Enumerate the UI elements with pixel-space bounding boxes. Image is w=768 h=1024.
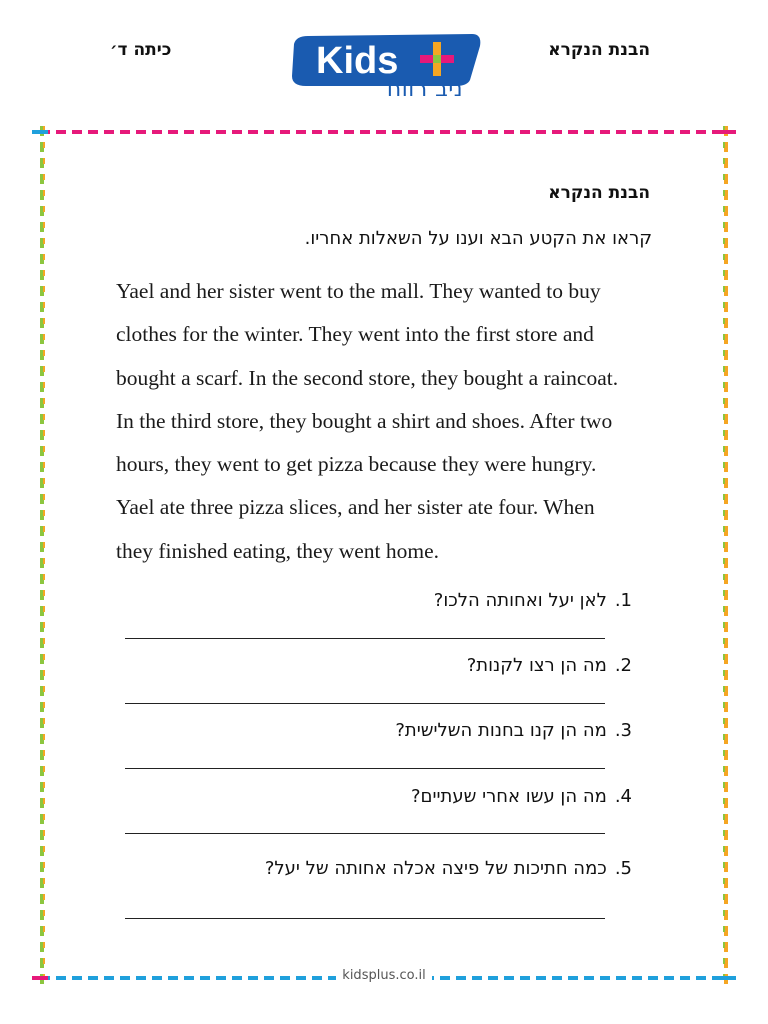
logo-text: Kids [316,40,399,82]
question-text: מה הן עשו אחרי שעתיים? [410,786,607,807]
question-number: 3. [614,720,632,741]
passage-line: they finished eating, they went home. [116,538,440,563]
instructions: קראו את הקטע הבא וענו על השאלות אחריו. [304,228,652,249]
header-right-label: הבנת הנקרא [548,40,650,60]
footer [0,968,768,983]
answer-line-1[interactable] [125,638,605,639]
answer-line-5[interactable] [125,918,605,919]
question-text: לאן יעל ואחותה הלכו? [433,590,607,611]
worksheet-title: הבנת הנקרא [548,183,650,203]
question-4 [411,786,632,807]
question-5 [265,858,632,879]
question-number: 2. [614,655,632,676]
passage-line: In the third store, they bought a shirt and shoes. After two [116,408,613,433]
question-text: מה הן קנו בחנות השלישית? [395,720,607,741]
header-left-label: כיתה ד׳ [110,40,172,60]
question-number: 1. [614,590,632,611]
passage-line: clothes for the winter. They went into the first store and [116,322,594,347]
question-1 [434,590,632,611]
passage-line: bought a scarf. In the second store, they bought a raincoat. [116,365,619,390]
question-2 [467,655,632,676]
passage-line: Yael and her sister went to the mall. They wanted to buy [116,279,601,303]
question-number: 5. [614,858,632,879]
passage-line: Yael ate three pizza slices, and her sister ate four. When [116,495,595,520]
question-text: כמה חתיכות של פיצה אכלה אחותה של יעל? [264,858,607,879]
footer-site[interactable]: kidsplus.co.il [336,968,431,983]
passage-line: hours, they went to get pizza because they were hungry. [116,452,597,477]
question-3 [395,720,632,741]
answer-line-2[interactable] [125,703,605,704]
answer-line-4[interactable] [125,833,605,834]
question-text: מה הן רצו לקנות? [466,655,607,676]
reading-passage [116,270,656,573]
question-number: 4. [614,786,632,807]
answer-line-3[interactable] [125,768,605,769]
logo-subtitle: ניב רווח [386,77,464,102]
